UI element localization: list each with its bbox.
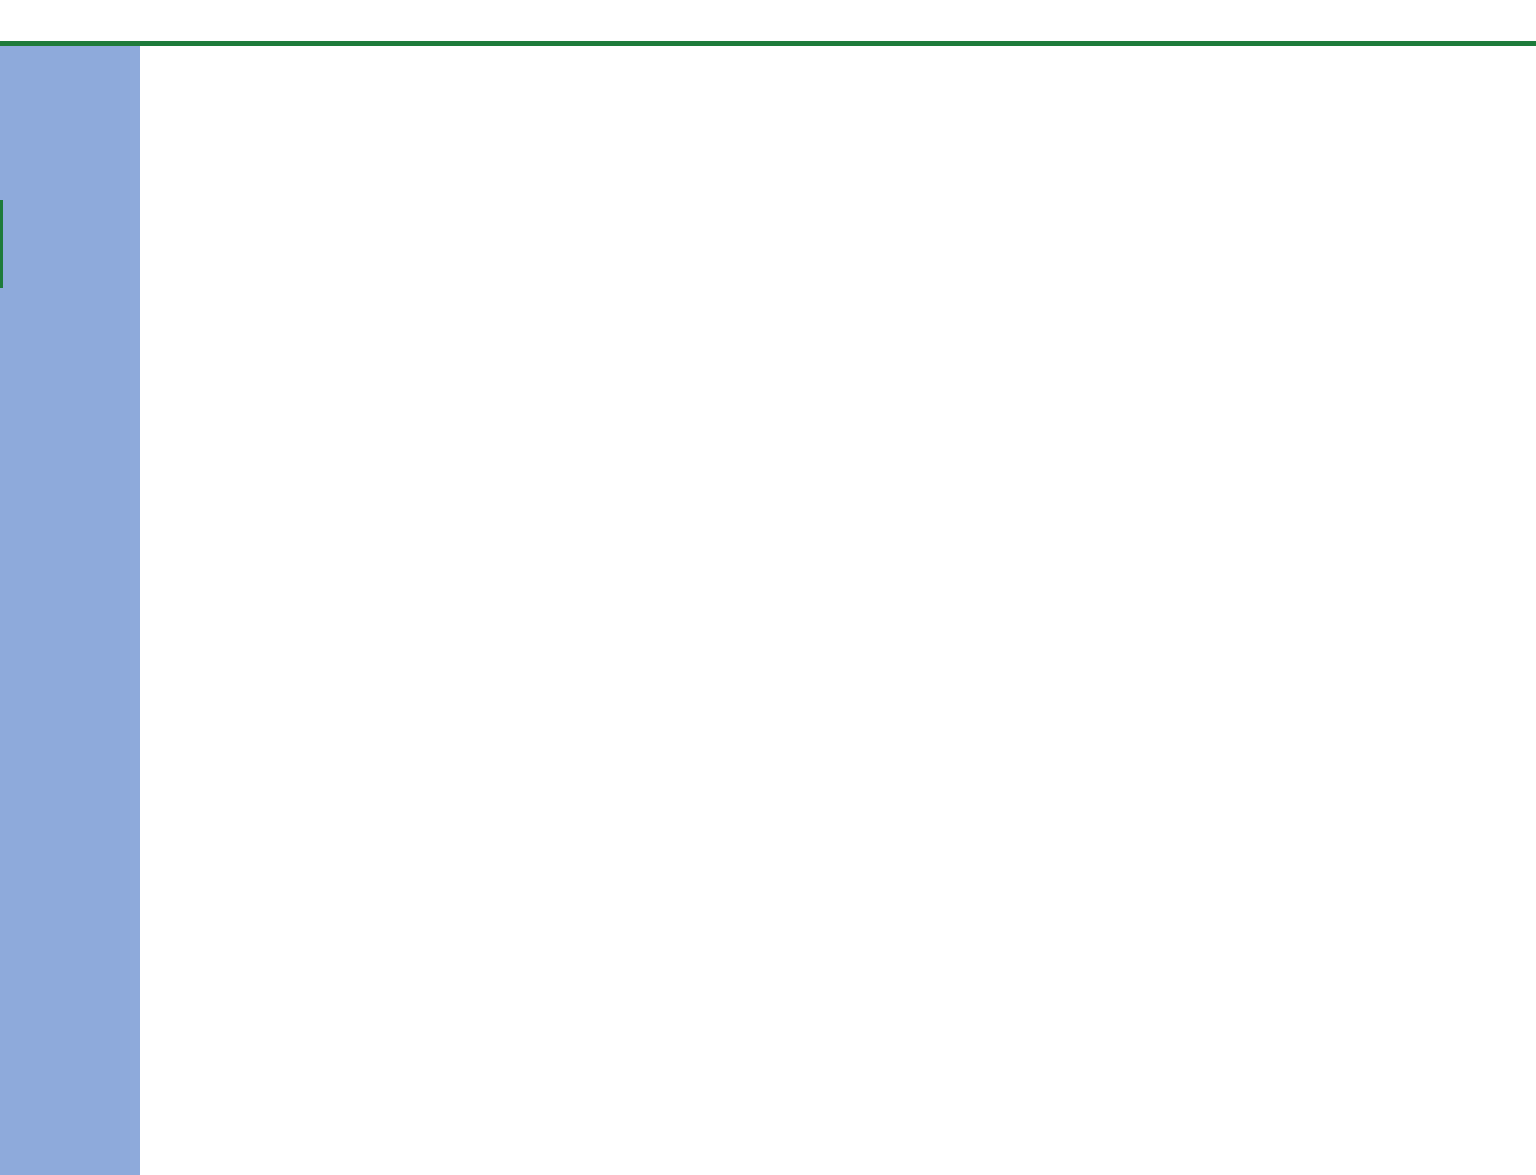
left-edge-accent bbox=[0, 200, 3, 288]
header-divider bbox=[0, 41, 1536, 46]
day-column bbox=[0, 45, 140, 1175]
day-title bbox=[448, 2, 1536, 44]
